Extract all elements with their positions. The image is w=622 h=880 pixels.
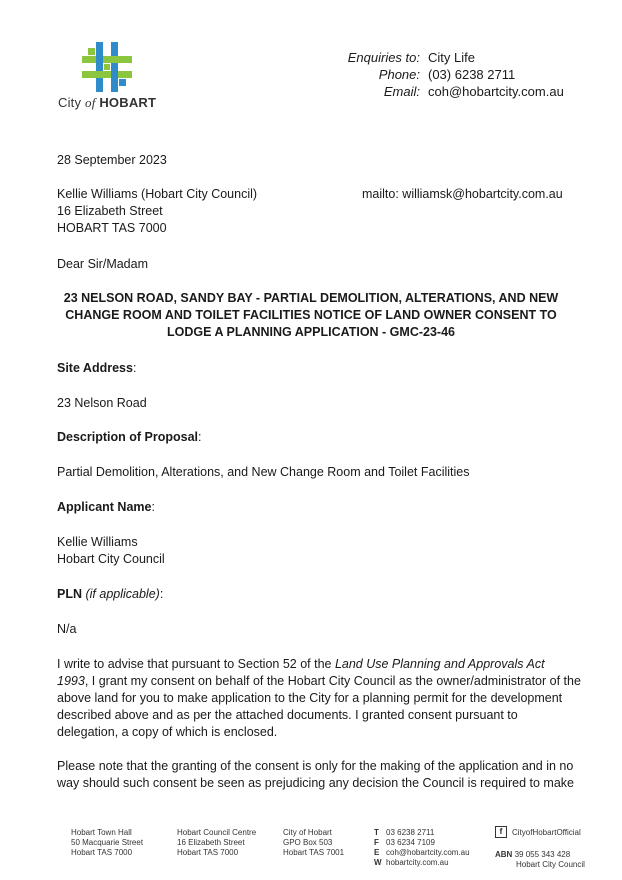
footer-letter-w: W: [374, 858, 382, 867]
footer-contact-letters: [374, 828, 382, 868]
footer-abn-label: ABN: [495, 850, 513, 859]
site-address-label-text: Site Address: [57, 361, 133, 375]
body1-l1-pre: I write to advise that pursuant to Section 52 of the: [57, 657, 335, 671]
footer-address-town-hall: [71, 828, 143, 858]
footer-contact-values: [386, 828, 470, 868]
enquiries-value: City Life: [428, 50, 475, 65]
body1-line-5: delegation, a copy of which is enclosed.: [57, 725, 278, 739]
footer-abn-org: Hobart City Council: [516, 860, 585, 869]
applicant-name: Kellie Williams: [57, 535, 138, 549]
footer-fax: 03 6234 7109: [386, 838, 435, 847]
logo-wordmark: [58, 95, 156, 111]
body1-line-2: [57, 673, 581, 690]
body1-act-year: 1993: [57, 674, 85, 688]
phone-label: Phone:: [378, 67, 420, 82]
body1-line-4: described above and as per the attached documents. I granted consent pursuant to: [57, 708, 518, 722]
pln-value: N/a: [57, 622, 77, 636]
footer-line: Hobart Council Centre: [177, 828, 257, 837]
footer-line: GPO Box 503: [283, 838, 333, 847]
footer-line: Hobart TAS 7000: [71, 848, 133, 857]
footer-address-council-centre: [177, 828, 256, 858]
logo-hobart: HOBART: [99, 95, 157, 110]
body1-l2-post: , I grant my consent on behalf of the Hobart City Council as the owner/administrator of the: [84, 674, 581, 688]
site-address-value: 23 Nelson Road: [57, 396, 147, 410]
applicant-org: Hobart City Council: [57, 552, 165, 566]
footer-line: 50 Macquarie Street: [71, 838, 144, 847]
recipient-street: 16 Elizabeth Street: [57, 204, 163, 218]
footer-line: Hobart Town Hall: [71, 828, 132, 837]
phone-value: (03) 6238 2711: [428, 67, 516, 82]
footer-letter-t: T: [374, 828, 379, 837]
body1-line-3: above land for you to make application to the City for a planning permit for the development: [57, 691, 563, 705]
proposal-label: Description of Proposal:: [57, 430, 202, 444]
body1-act-title: Land Use Planning and Approvals Act: [334, 657, 545, 671]
email-label: Email:: [383, 84, 420, 99]
body2-line-2: way should such consent be seen as prejudicing any decision the Council is required to make: [57, 776, 574, 790]
body1-line-1: [57, 656, 545, 673]
footer-letter-e: E: [374, 848, 380, 857]
pln-label-text: PLN: [57, 587, 82, 601]
footer-email-link[interactable]: coh@hobartcity.com.au: [386, 848, 470, 857]
footer-facebook-link[interactable]: CityofHobartOfficial: [512, 828, 581, 837]
heading-line-2: CHANGE ROOM AND TOILET FACILITIES NOTICE OF LAND OWNER CONSENT TO: [65, 308, 557, 322]
body2-line-1: Please note that the granting of the consent is only for the making of the application and in no: [57, 759, 574, 773]
recipient-name: Kellie Williams (Hobart City Council): [57, 187, 258, 201]
footer-line: Hobart TAS 7001: [283, 848, 345, 857]
logo-of: of: [85, 95, 96, 110]
pln-label: PLN (if applicable):: [57, 587, 164, 601]
footer-abn: [495, 850, 570, 860]
applicant-label: Applicant Name:: [57, 500, 155, 514]
salutation: Dear Sir/Madam: [57, 257, 148, 271]
footer-phone: 03 6238 2711: [386, 828, 435, 837]
footer-line: 16 Elizabeth Street: [177, 838, 245, 847]
letter-date: 28 September 2023: [57, 153, 167, 167]
logo-city: City: [58, 95, 82, 110]
city-of-hobart-logo-icon: [82, 42, 132, 92]
proposal-value: Partial Demolition, Alterations, and New Change Room and Toilet Facilities: [57, 465, 470, 479]
proposal-label-text: Description of Proposal: [57, 430, 198, 444]
facebook-icon[interactable]: f: [495, 826, 507, 838]
footer-line: Hobart TAS 7000: [177, 848, 239, 857]
heading-line-3: LODGE A PLANNING APPLICATION - GMC-23-46: [167, 325, 455, 339]
footer-website-link[interactable]: hobartcity.com.au: [386, 858, 449, 867]
recipient-city: HOBART TAS 7000: [57, 221, 167, 235]
footer-abn-value: 39 055 343 428: [514, 850, 571, 859]
applicant-label-text: Applicant Name: [57, 500, 152, 514]
recipient-mailto-link[interactable]: mailto: williamsk@hobartcity.com.au: [362, 187, 563, 201]
email-value: coh@hobartcity.com.au: [428, 84, 564, 99]
footer-address-postal: [283, 828, 344, 858]
footer-line: City of Hobart: [283, 828, 332, 837]
pln-note: (if applicable): [85, 587, 160, 601]
enquiries-label: Enquiries to:: [347, 50, 420, 65]
site-address-label: Site Address:: [57, 361, 137, 375]
footer-letter-f: F: [374, 838, 379, 847]
heading-line-1: 23 NELSON ROAD, SANDY BAY - PARTIAL DEMOLITION, ALTERATIONS, AND NEW: [63, 291, 559, 305]
